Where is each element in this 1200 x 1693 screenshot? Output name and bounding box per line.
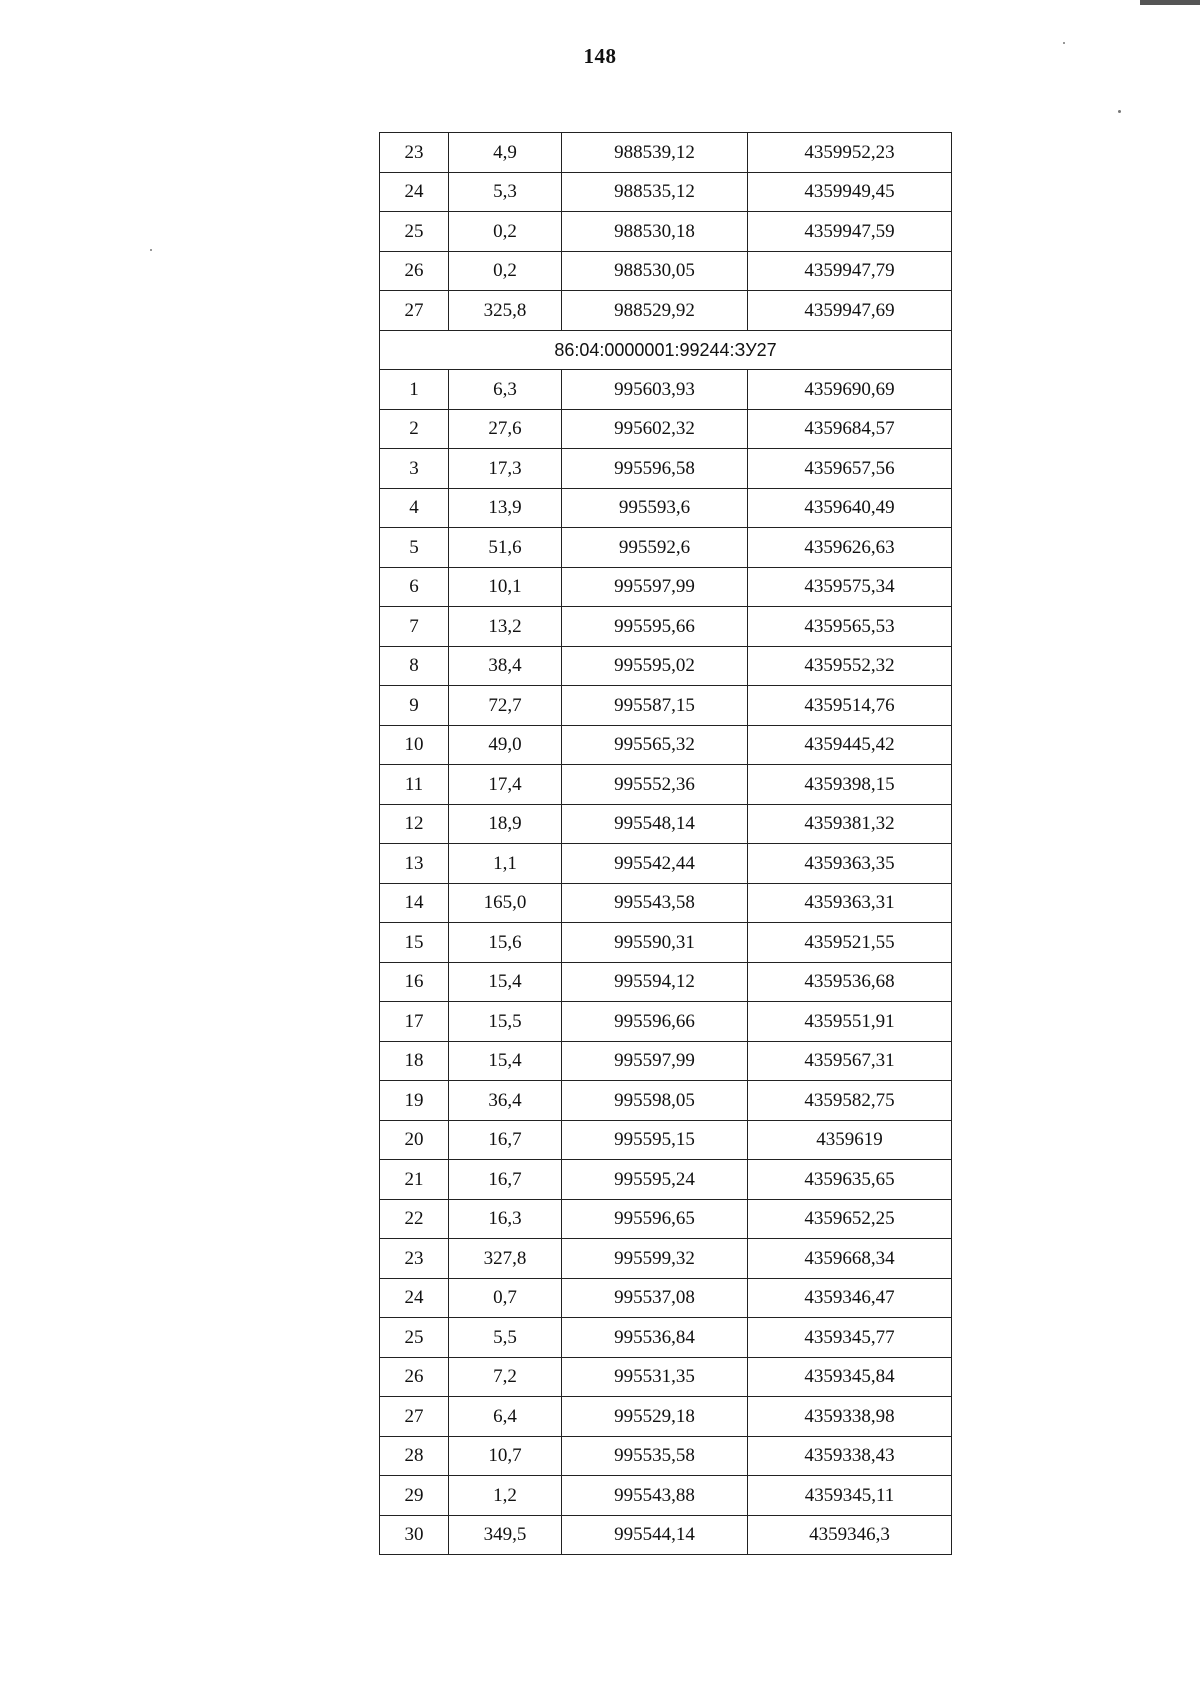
y-coordinate-cell: 4359363,35 xyxy=(748,844,952,884)
section-header-row xyxy=(380,330,952,370)
length-cell: 1,2 xyxy=(449,1476,562,1516)
x-coordinate-cell: 995529,18 xyxy=(562,1397,748,1437)
point-number-cell: 29 xyxy=(380,1476,449,1516)
point-number-cell: 6 xyxy=(380,567,449,607)
point-number-cell: 23 xyxy=(380,133,449,173)
y-coordinate-cell: 4359346,3 xyxy=(748,1515,952,1555)
y-coordinate-cell: 4359947,69 xyxy=(748,291,952,331)
table-row xyxy=(380,1081,952,1121)
point-number-cell: 19 xyxy=(380,1081,449,1121)
y-coordinate-cell: 4359652,25 xyxy=(748,1199,952,1239)
table-row xyxy=(380,488,952,528)
table-row xyxy=(380,370,952,410)
table-row xyxy=(380,1002,952,1042)
length-cell: 4,9 xyxy=(449,133,562,173)
y-coordinate-cell: 4359445,42 xyxy=(748,725,952,765)
length-cell: 6,3 xyxy=(449,370,562,410)
length-cell: 13,9 xyxy=(449,488,562,528)
x-coordinate-cell: 995603,93 xyxy=(562,370,748,410)
point-number-cell: 14 xyxy=(380,883,449,923)
y-coordinate-cell: 4359381,32 xyxy=(748,804,952,844)
y-coordinate-cell: 4359552,32 xyxy=(748,646,952,686)
table-row xyxy=(380,962,952,1002)
length-cell: 17,3 xyxy=(449,449,562,489)
length-cell: 15,4 xyxy=(449,1041,562,1081)
point-number-cell: 5 xyxy=(380,528,449,568)
y-coordinate-cell: 4359565,53 xyxy=(748,607,952,647)
point-number-cell: 20 xyxy=(380,1120,449,1160)
x-coordinate-cell: 995544,14 xyxy=(562,1515,748,1555)
y-coordinate-cell: 4359668,34 xyxy=(748,1239,952,1279)
point-number-cell: 22 xyxy=(380,1199,449,1239)
length-cell: 16,7 xyxy=(449,1160,562,1200)
y-coordinate-cell: 4359551,91 xyxy=(748,1002,952,1042)
y-coordinate-cell: 4359690,69 xyxy=(748,370,952,410)
y-coordinate-cell: 4359657,56 xyxy=(748,449,952,489)
section-header-body xyxy=(380,330,952,370)
length-cell: 18,9 xyxy=(449,804,562,844)
point-number-cell: 30 xyxy=(380,1515,449,1555)
length-cell: 325,8 xyxy=(449,291,562,331)
table-row xyxy=(380,212,952,252)
x-coordinate-cell: 995596,65 xyxy=(562,1199,748,1239)
x-coordinate-cell: 988530,18 xyxy=(562,212,748,252)
table-row xyxy=(380,567,952,607)
table-row xyxy=(380,883,952,923)
length-cell: 51,6 xyxy=(449,528,562,568)
y-coordinate-cell: 4359947,59 xyxy=(748,212,952,252)
point-number-cell: 13 xyxy=(380,844,449,884)
table-row xyxy=(380,1436,952,1476)
y-coordinate-cell: 4359338,98 xyxy=(748,1397,952,1437)
table-row xyxy=(380,844,952,884)
point-number-cell: 25 xyxy=(380,212,449,252)
point-number-cell: 9 xyxy=(380,686,449,726)
y-coordinate-cell: 4359567,31 xyxy=(748,1041,952,1081)
length-cell: 0,7 xyxy=(449,1278,562,1318)
length-cell: 16,3 xyxy=(449,1199,562,1239)
length-cell: 6,4 xyxy=(449,1397,562,1437)
table-row xyxy=(380,1357,952,1397)
length-cell: 5,5 xyxy=(449,1318,562,1358)
x-coordinate-cell: 995602,32 xyxy=(562,409,748,449)
x-coordinate-cell: 988529,92 xyxy=(562,291,748,331)
table-row xyxy=(380,1160,952,1200)
scan-speck xyxy=(150,249,152,251)
length-cell: 165,0 xyxy=(449,883,562,923)
y-coordinate-cell: 4359619 xyxy=(748,1120,952,1160)
table-row xyxy=(380,923,952,963)
y-coordinate-cell: 4359635,65 xyxy=(748,1160,952,1200)
y-coordinate-cell: 4359514,76 xyxy=(748,686,952,726)
length-cell: 38,4 xyxy=(449,646,562,686)
table-row xyxy=(380,1397,952,1437)
x-coordinate-cell: 995565,32 xyxy=(562,725,748,765)
y-coordinate-cell: 4359338,43 xyxy=(748,1436,952,1476)
length-cell: 16,7 xyxy=(449,1120,562,1160)
point-number-cell: 12 xyxy=(380,804,449,844)
x-coordinate-cell: 988535,12 xyxy=(562,172,748,212)
length-cell: 72,7 xyxy=(449,686,562,726)
y-coordinate-cell: 4359345,84 xyxy=(748,1357,952,1397)
length-cell: 10,1 xyxy=(449,567,562,607)
length-cell: 27,6 xyxy=(449,409,562,449)
length-cell: 36,4 xyxy=(449,1081,562,1121)
point-number-cell: 3 xyxy=(380,449,449,489)
table-body-top xyxy=(380,133,952,331)
x-coordinate-cell: 995596,58 xyxy=(562,449,748,489)
y-coordinate-cell: 4359345,77 xyxy=(748,1318,952,1358)
y-coordinate-cell: 4359626,63 xyxy=(748,528,952,568)
y-coordinate-cell: 4359947,79 xyxy=(748,251,952,291)
x-coordinate-cell: 995595,15 xyxy=(562,1120,748,1160)
table-row xyxy=(380,133,952,173)
point-number-cell: 7 xyxy=(380,607,449,647)
y-coordinate-cell: 4359575,34 xyxy=(748,567,952,607)
table-row xyxy=(380,646,952,686)
x-coordinate-cell: 995537,08 xyxy=(562,1278,748,1318)
x-coordinate-cell: 988539,12 xyxy=(562,133,748,173)
cadastral-number-heading: 86:04:0000001:99244:ЗУ27 xyxy=(380,330,952,370)
point-number-cell: 26 xyxy=(380,1357,449,1397)
x-coordinate-cell: 995595,02 xyxy=(562,646,748,686)
table-body-section xyxy=(380,370,952,1555)
point-number-cell: 2 xyxy=(380,409,449,449)
point-number-cell: 17 xyxy=(380,1002,449,1042)
table-row xyxy=(380,804,952,844)
y-coordinate-cell: 4359363,31 xyxy=(748,883,952,923)
table-row xyxy=(380,528,952,568)
length-cell: 349,5 xyxy=(449,1515,562,1555)
table-row xyxy=(380,607,952,647)
point-number-cell: 1 xyxy=(380,370,449,410)
length-cell: 5,3 xyxy=(449,172,562,212)
point-number-cell: 21 xyxy=(380,1160,449,1200)
table-row xyxy=(380,1476,952,1516)
x-coordinate-cell: 995597,99 xyxy=(562,567,748,607)
length-cell: 17,4 xyxy=(449,765,562,805)
y-coordinate-cell: 4359684,57 xyxy=(748,409,952,449)
y-coordinate-cell: 4359640,49 xyxy=(748,488,952,528)
point-number-cell: 23 xyxy=(380,1239,449,1279)
x-coordinate-cell: 995590,31 xyxy=(562,923,748,963)
length-cell: 7,2 xyxy=(449,1357,562,1397)
length-cell: 15,4 xyxy=(449,962,562,1002)
table-row xyxy=(380,686,952,726)
coordinates-table xyxy=(379,132,952,1555)
y-coordinate-cell: 4359536,68 xyxy=(748,962,952,1002)
x-coordinate-cell: 995543,58 xyxy=(562,883,748,923)
x-coordinate-cell: 995535,58 xyxy=(562,1436,748,1476)
length-cell: 10,7 xyxy=(449,1436,562,1476)
length-cell: 1,1 xyxy=(449,844,562,884)
x-coordinate-cell: 995596,66 xyxy=(562,1002,748,1042)
scan-edge-mark xyxy=(1140,0,1200,5)
point-number-cell: 27 xyxy=(380,1397,449,1437)
x-coordinate-cell: 995595,66 xyxy=(562,607,748,647)
point-number-cell: 18 xyxy=(380,1041,449,1081)
page-number: 148 xyxy=(583,44,617,68)
x-coordinate-cell: 995594,12 xyxy=(562,962,748,1002)
x-coordinate-cell: 995552,36 xyxy=(562,765,748,805)
table-row xyxy=(380,1515,952,1555)
table-row xyxy=(380,409,952,449)
point-number-cell: 24 xyxy=(380,172,449,212)
table-row xyxy=(380,1239,952,1279)
table-row xyxy=(380,1041,952,1081)
x-coordinate-cell: 995593,6 xyxy=(562,488,748,528)
table-row xyxy=(380,251,952,291)
y-coordinate-cell: 4359345,11 xyxy=(748,1476,952,1516)
table-row xyxy=(380,1318,952,1358)
x-coordinate-cell: 995599,32 xyxy=(562,1239,748,1279)
x-coordinate-cell: 995542,44 xyxy=(562,844,748,884)
table-row xyxy=(380,1120,952,1160)
point-number-cell: 4 xyxy=(380,488,449,528)
table-row xyxy=(380,1199,952,1239)
table-row xyxy=(380,725,952,765)
length-cell: 15,5 xyxy=(449,1002,562,1042)
y-coordinate-cell: 4359949,45 xyxy=(748,172,952,212)
length-cell: 327,8 xyxy=(449,1239,562,1279)
x-coordinate-cell: 995543,88 xyxy=(562,1476,748,1516)
point-number-cell: 11 xyxy=(380,765,449,805)
x-coordinate-cell: 995587,15 xyxy=(562,686,748,726)
point-number-cell: 28 xyxy=(380,1436,449,1476)
point-number-cell: 26 xyxy=(380,251,449,291)
point-number-cell: 16 xyxy=(380,962,449,1002)
x-coordinate-cell: 988530,05 xyxy=(562,251,748,291)
point-number-cell: 25 xyxy=(380,1318,449,1358)
x-coordinate-cell: 995548,14 xyxy=(562,804,748,844)
x-coordinate-cell: 995536,84 xyxy=(562,1318,748,1358)
point-number-cell: 24 xyxy=(380,1278,449,1318)
x-coordinate-cell: 995531,35 xyxy=(562,1357,748,1397)
scan-speck xyxy=(1118,110,1121,113)
y-coordinate-cell: 4359398,15 xyxy=(748,765,952,805)
length-cell: 15,6 xyxy=(449,923,562,963)
point-number-cell: 15 xyxy=(380,923,449,963)
length-cell: 0,2 xyxy=(449,212,562,252)
y-coordinate-cell: 4359521,55 xyxy=(748,923,952,963)
table-row xyxy=(380,172,952,212)
x-coordinate-cell: 995595,24 xyxy=(562,1160,748,1200)
table-row xyxy=(380,765,952,805)
y-coordinate-cell: 4359346,47 xyxy=(748,1278,952,1318)
point-number-cell: 8 xyxy=(380,646,449,686)
table-row xyxy=(380,1278,952,1318)
length-cell: 49,0 xyxy=(449,725,562,765)
y-coordinate-cell: 4359582,75 xyxy=(748,1081,952,1121)
table-row xyxy=(380,291,952,331)
point-number-cell: 10 xyxy=(380,725,449,765)
point-number-cell: 27 xyxy=(380,291,449,331)
length-cell: 13,2 xyxy=(449,607,562,647)
x-coordinate-cell: 995598,05 xyxy=(562,1081,748,1121)
x-coordinate-cell: 995592,6 xyxy=(562,528,748,568)
length-cell: 0,2 xyxy=(449,251,562,291)
y-coordinate-cell: 4359952,23 xyxy=(748,133,952,173)
x-coordinate-cell: 995597,99 xyxy=(562,1041,748,1081)
table-row xyxy=(380,449,952,489)
